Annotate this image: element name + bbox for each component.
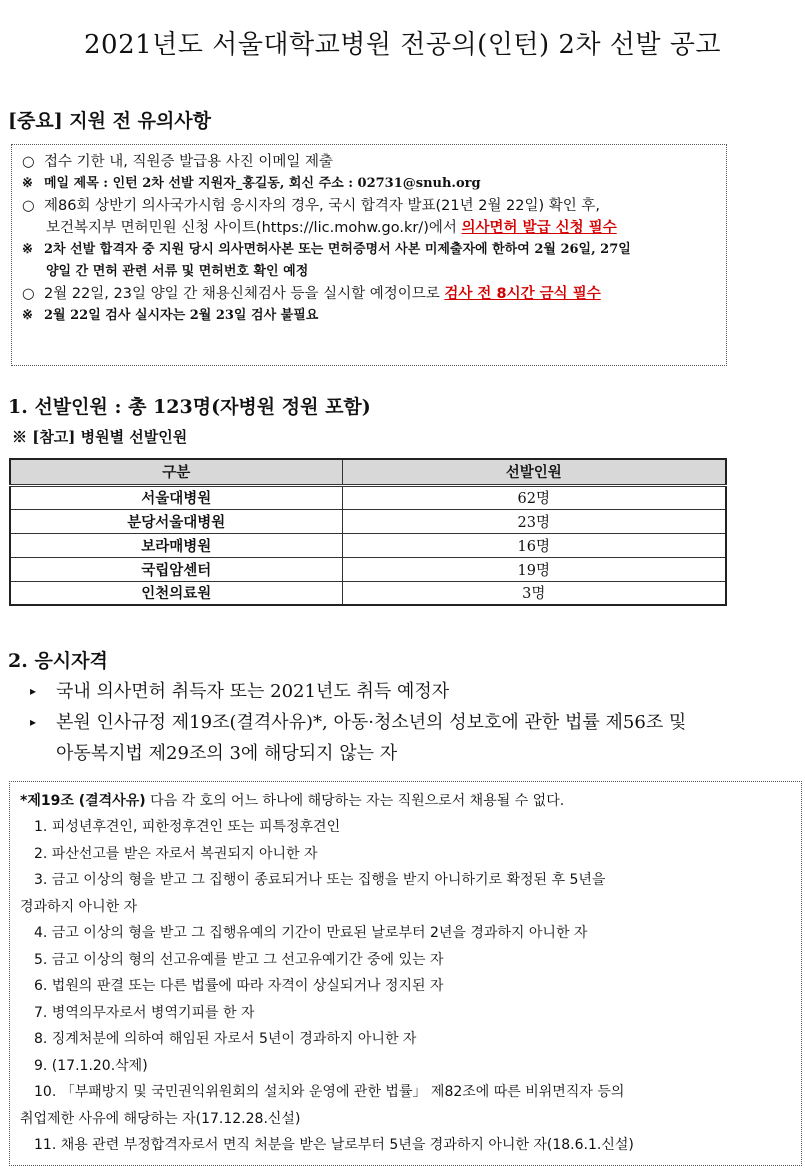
notice-box (11, 144, 727, 366)
hospital-name: 분당서울대병원 (10, 509, 342, 533)
law-item: 11. 채용 관련 부정합격자로서 면직 처분을 받은 날로부터 5년을 경과하지 아니한 자(18.6.1.신설) (34, 1137, 634, 1153)
notice-line (22, 283, 716, 305)
header-category: 구분 (10, 459, 342, 485)
qualification-list (30, 676, 805, 769)
table-row (10, 533, 726, 557)
triangle-bullet-icon: ▸ (30, 684, 37, 698)
law-title: *제19조 (결격사유) (20, 793, 146, 809)
notice-text: 양일 간 면허 관련 서류 및 면허번호 확인 예정 (46, 264, 309, 279)
notice-note (22, 173, 716, 195)
law-item-continued: 취업제한 사유에 해당하는 자(17.12.28.신설) (20, 1110, 301, 1127)
list-item (30, 707, 805, 738)
notice-text: 2월 22일 검사 실시자는 2월 23일 검사 불필요 (44, 308, 319, 323)
notice-text: 접수 기한 내, 직원증 발급용 사진 이메일 제출 (44, 154, 333, 170)
circle-marker: ○ (22, 154, 35, 170)
qualification-text: 본원 인사규정 제19조(결격사유)*, 아동·청소년의 성보호에 관한 법률 제56조 및 (56, 712, 687, 733)
reference-marker: ※ (22, 308, 33, 323)
required-highlight: 의사면허 발급 신청 필수 (461, 220, 617, 236)
notice-text: 보건복지부 면허민원 신청 사이트(https://lic.mohw.go.kr/)에서 (46, 220, 462, 236)
law-item: 1. 피성년후견인, 피한정후견인 또는 피특정후견인 (34, 819, 341, 835)
notice-text: 제86회 상반기 의사국가시험 응시자의 경우, 국시 합격자 발표(21년 2월 22일) 확인 후, (44, 198, 601, 214)
selection-count: 62명 (342, 485, 726, 509)
law-item: 8. 징계처분에 의하여 해임된 자로서 5년이 경과하지 아니한 자 (34, 1031, 417, 1047)
list-item (30, 676, 805, 707)
circle-marker: ○ (22, 198, 35, 214)
law-intro: 다음 각 호의 어느 하나에 해당하는 자는 직원으로서 채용될 수 없다. (145, 793, 565, 809)
reference-marker: ※ (22, 242, 33, 257)
law-item: 4. 금고 이상의 형을 받고 그 집행유예의 기간이 만료된 날로부터 2년을 경과하지 아니한 자 (34, 925, 588, 941)
section1-subheading: ※ [참고] 병원별 선발인원 (12, 428, 188, 446)
notice-note (22, 261, 716, 283)
notice-line (22, 195, 716, 217)
disqualification-box (9, 781, 802, 1166)
qualification-text: 국내 의사면허 취득자 또는 2021년도 취득 예정자 (56, 681, 450, 702)
notice-heading: [중요] 지원 전 유의사항 (8, 110, 212, 132)
selection-count: 19명 (342, 557, 726, 581)
section2-heading: 2. 응시자격 (8, 650, 108, 672)
table-header-row (10, 459, 726, 485)
law-item: 6. 법원의 판결 또는 다른 법률에 따라 자격이 상실되거나 정지된 자 (34, 978, 444, 994)
law-heading (20, 788, 791, 814)
selection-table (9, 458, 727, 606)
table-row (10, 581, 726, 605)
section1-heading: 1. 선발인원 : 총 123명(자병원 정원 포함) (8, 396, 371, 418)
table-row (10, 557, 726, 581)
law-item: 5. 금고 이상의 형의 선고유예를 받고 그 선고유예기간 중에 있는 자 (34, 951, 444, 968)
law-item-continued: 경과하지 아니한 자 (20, 898, 138, 915)
law-item: 9. (17.1.20.삭제) (34, 1057, 148, 1074)
notice-text: 2월 22일, 23일 양일 간 채용신체검사 등을 실시할 예정이므로 (44, 286, 445, 302)
triangle-bullet-icon: ▸ (30, 715, 37, 729)
law-item: 3. 금고 이상의 형을 받고 그 집행이 종료되거나 또는 집행을 받지 아니하기로 확정된 후 5년을 (34, 872, 606, 888)
table-row (10, 509, 726, 533)
notice-line (22, 151, 716, 173)
table-row (10, 485, 726, 509)
required-highlight: 검사 전 8시간 금식 필수 (444, 286, 601, 302)
notice-line (22, 217, 716, 239)
selection-count: 3명 (342, 581, 726, 605)
circle-marker: ○ (22, 286, 35, 302)
hospital-name: 인천의료원 (10, 581, 342, 605)
selection-count: 23명 (342, 509, 726, 533)
qualification-text: 아동복지법 제29조의 3에 해당되지 않는 자 (56, 743, 398, 764)
notice-text: 메일 제목 : 인턴 2차 선발 지원자_홍길동, 회신 주소 : 02731@snuh.org (44, 176, 481, 191)
hospital-name: 서울대병원 (10, 485, 342, 509)
hospital-name: 국립암센터 (10, 557, 342, 581)
list-item-continued (30, 738, 805, 769)
reference-marker: ※ (22, 176, 33, 191)
page-title: 2021년도 서울대학교병원 전공의(인턴) 2차 선발 공고 (83, 30, 722, 60)
notice-note (22, 239, 716, 261)
notice-note (22, 305, 716, 327)
notice-text: 2차 선발 합격자 중 지원 당시 의사면허사본 또는 면허증명서 사본 미제출자에 한하여 2월 26일, 27일 (44, 242, 631, 257)
header-count: 선발인원 (342, 459, 726, 485)
selection-count: 16명 (342, 533, 726, 557)
law-item: 10. 「부패방지 및 국민권익위원회의 설치와 운영에 관한 법률」 제82조에 따른 비위면직자 등의 (34, 1084, 625, 1100)
law-item: 2. 파산선고를 받은 자로서 복권되지 아니한 자 (34, 845, 318, 862)
hospital-name: 보라매병원 (10, 533, 342, 557)
law-item: 7. 병역의무자로서 병역기피를 한 자 (34, 1004, 255, 1021)
